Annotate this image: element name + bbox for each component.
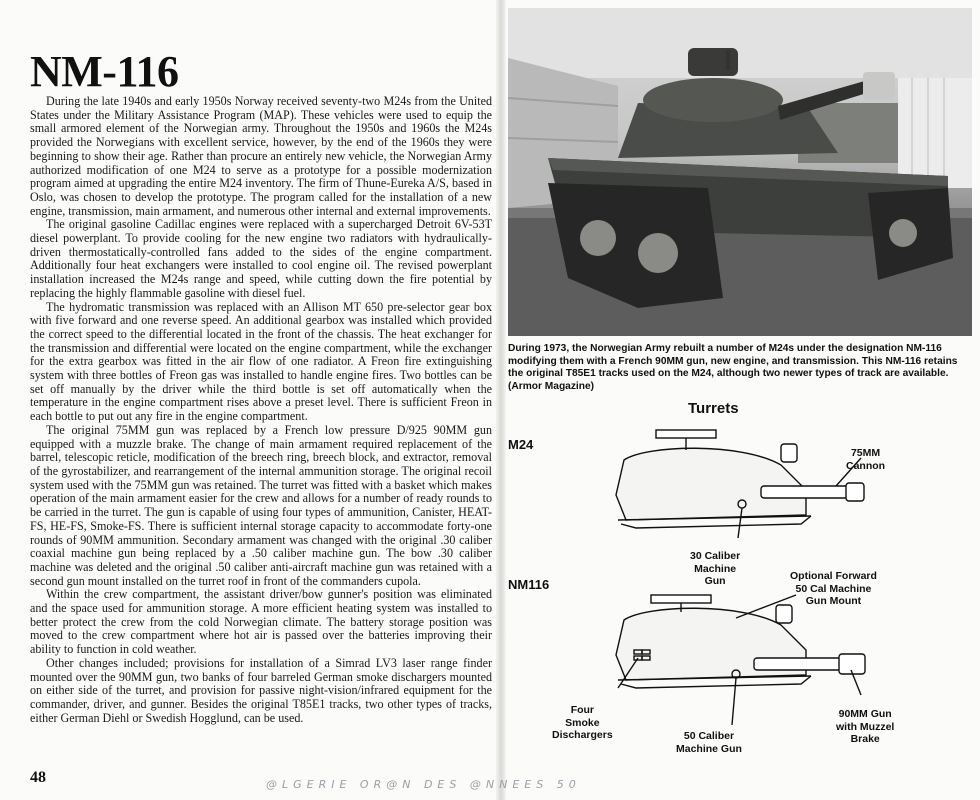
watermark-text: @LGERIE OR@N DES @NNEES 50 <box>266 778 581 791</box>
article-body <box>30 95 492 725</box>
book-spine <box>496 0 506 800</box>
paragraph: The original 75MM gun was replaced by a French low pressure D/925 90MM gun equipped with a muzzle brake. The change of main armament required replacement of the barrel, telescopic reticle, modification of the breech ring, breech block, and extractor, removal of the gyrostabilizer, and rearrangement of the internal ammunition storage. The original recoil system used with the 75MM gun was retained. The turret was fitted with a basket which makes operation of the main armament easier for the crew and allows for a number of ready rounds to be carried in the turret. The gun is capable of using four types of ammunition, Canister, HEAT-FS, HE-FS, Smoke-FS. There is sufficient internal storage capacity to accommodate forty-one rounds of 90MM ammunition. Secondary armament was changed with the original .30 caliber coaxial machine gun being replaced by a .50 caliber machine gun. The bow .30 caliber machine was deleted and the original .50 caliber anti-aircraft machine gun was retained with a second gun mount installed on the turret roof in front of the commanders cupola. <box>30 422 492 588</box>
callout-30cal-mg: 30 Caliber Machine Gun <box>690 550 741 587</box>
nm116-label: NM116 <box>508 577 550 592</box>
tank-photo <box>508 8 972 336</box>
page-number: 48 <box>30 769 46 786</box>
page-title: NM-116 <box>30 47 179 96</box>
turret-diagram <box>506 420 976 750</box>
callout-75mm-cannon: 75MM Cannon <box>846 447 886 472</box>
photo-caption: During 1973, the Norwegian Army rebuilt a number of M24s under the designation NM-116 modifying them with a French 90MM gun, new engine, and transmission. This NM-116 retains the original T85E1 tracks used on the M24, although two newer types of track are available. (Armor Magazine) <box>508 343 958 392</box>
m24-label: M24 <box>508 437 534 452</box>
paragraph: The hydromatic transmission was replaced with an Allison MT 650 pre-selector gear box with five forward and one reverse speed. An additional gearbox was installed which provided the correct speed to the differential located in the front of the chassis. The heat exchanger for the transmission and differential were located on the engine compartment, while the exchanger for the extra gearbox was fitted in the air flow of one radiator. A Freon fire extinguishing system with three bottles of Freon gas was installed to handle engine fires. Two bottles can be set off manually by the driver while the third bottle is set off automatically when the temperature in the engine compartment rises above a preset level. There is sufficient Freon in each bottle to put out any fire in the engine compartment. <box>30 299 492 424</box>
callout-smoke-dischargers: Four Smoke Dischargers <box>552 704 613 741</box>
paragraph: During the late 1940s and early 1950s Norway received seventy-two M24s from the United States under the Military Assistance Program (MAP). These vehicles were used to equip the small armored element of the Norwegian army. Throughout the 1950s and 1960s the M24s provided the Norwegians with excellent service, however, by the end of the 1960s they were beginning to show their age. Rather than procure an entirely new vehicle, the Norwegian Army authorized modification of one M24 to serve as a prototype for a possible modernization program aimed at upgrading the entire M24 inventory. The firm of Thune-Eureka A/S, based in Oslo, was chosen to develop the prototype. The program called for the installation of a new engine, transmission, main armament, and numerous other internal and external improvements. <box>30 94 492 218</box>
paragraph: The original gasoline Cadillac engines were replaced with a supercharged Detroit 6V-53T diesel powerplant. To provide cooling for the new engine two radiators with hydraulically-driven thermostatically-controlled fans added to the sides of the engine compartment. Additionally four heat exchangers were installed to cool engine oil. The revised powerplant installation increased the M24s range and speed, while cutting down the fire potential by replacing the highly flammable gasoline with diesel fuel. <box>30 217 492 300</box>
callout-90mm-gun: 90MM Gun with Muzzel Brake <box>836 708 895 745</box>
paragraph: Other changes included; provisions for installation of a Simrad LV3 laser range finder mounted over the 90MM gun, two banks of four barreled German smoke dischargers mounted on either side of the turret, and provision for passive night-vision/infrared equipment for the commander, driver, and gunner. Besides the original T85E1 tracks, two other types of tracks, either German Diehl or Swedish Hogglund, can be used. <box>30 655 492 725</box>
paragraph: Within the crew compartment, the assistant driver/bow gunner's position was eliminated and the space used for ammunition storage. A more efficient heating system was installed to better protect the crew from the cold Norwegian climate. The battery storage position was moved to the crew compartment where hot air is passed over the batteries improving their ability to function in cold weather. <box>30 587 492 657</box>
callout-50cal-mount: Optional Forward 50 Cal Machine Gun Mount <box>790 570 877 607</box>
callout-50cal-mg: 50 Caliber Machine Gun <box>676 730 742 755</box>
turrets-heading: Turrets <box>688 400 739 417</box>
tank-photo-illustration <box>508 8 972 336</box>
